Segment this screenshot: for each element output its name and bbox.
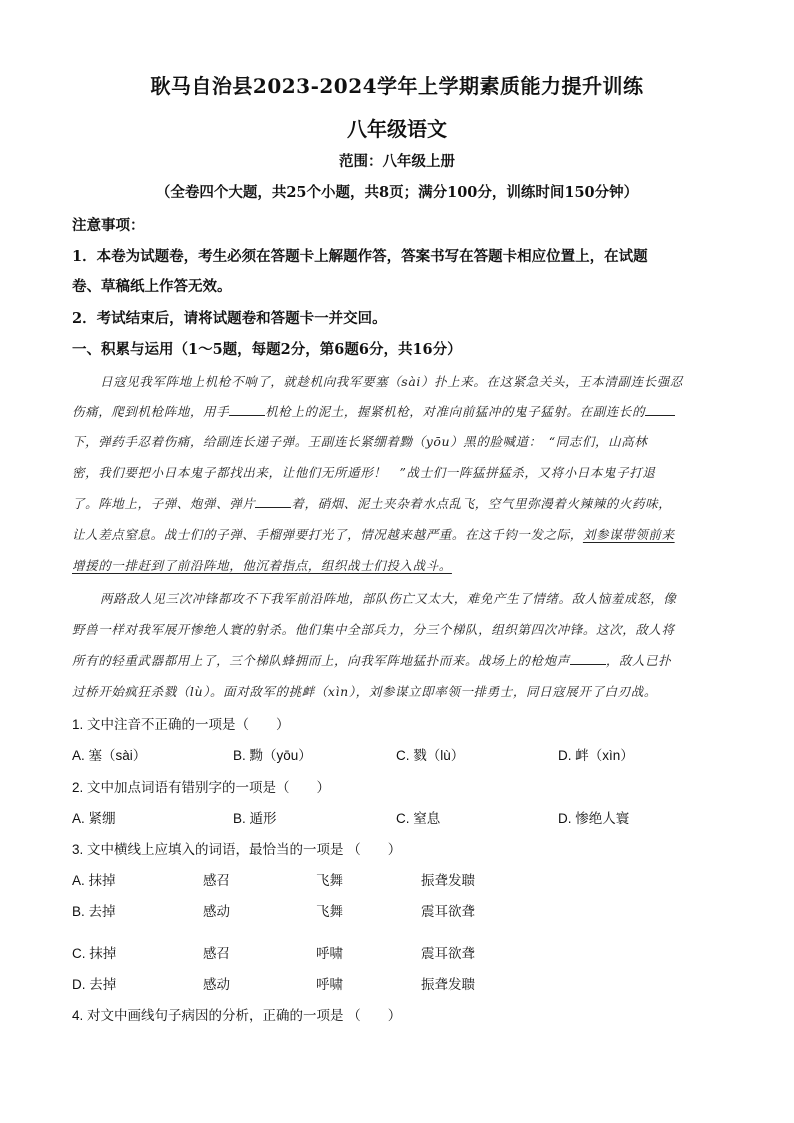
passage-p2-line2: 野兽一样对我军展开惨绝人寰的射杀。他们集中全部兵力，分三个梯队，组织第四次冲锋。这次，敌人将 — [72, 622, 675, 637]
fill-blank-3 — [255, 495, 291, 508]
notes-item1-line1: 1．本卷为试题卷，考生必须在答题卡上解题作答，答案书写在答题卡相应位置上，在试题 — [72, 248, 648, 265]
q2-option-a: A. 紧绷 — [72, 811, 116, 826]
q3-row-a-word3: 飞舞 — [316, 873, 343, 888]
passage-p2-line3 — [72, 651, 722, 669]
q4-stem: 4. 对文中画线句子病因的分析，正确的一项是 （ ） — [72, 1008, 402, 1023]
q1-option-d: D. 衅（xìn） — [558, 748, 634, 763]
passage-text: 机枪上的泥土，握紧机枪，对准向前猛冲的鬼子猛射。在副连长的 — [265, 404, 646, 419]
fill-blank-2 — [645, 403, 675, 416]
exam-scope: 范围：八年级上册 — [339, 153, 455, 170]
q1-option-c: C. 戮（lù） — [396, 748, 465, 763]
notes-item1-line2: 卷、草稿纸上作答无效。 — [72, 278, 232, 295]
q3-stem: 3. 文中横线上应填入的词语，最恰当的一项是 （ ） — [72, 842, 402, 857]
q1-option-b: B. 黝（yōu） — [233, 748, 312, 763]
q3-row-c-word4: 震耳欲聋 — [421, 946, 475, 961]
passage-p1-line5 — [72, 494, 722, 512]
passage-p2-line4: 过桥开始疯狂杀戮（lù）。面对敌军的挑衅（xìn），刘参谋立即率领一排勇士，同日寇展开了白刃战。 — [72, 684, 657, 699]
q3-row-c-word2: 感召 — [203, 946, 230, 961]
q3-row-d-word2: 感动 — [203, 977, 230, 992]
exam-subtitle: 八年级语文 — [347, 117, 447, 141]
passage-text: 所有的轻重武器都用上了，三个梯队蜂拥而上，向我军阵地猛扑而来。战场上的枪炮声 — [72, 653, 570, 668]
q1-option-a: A. 塞（sài） — [72, 748, 147, 763]
passage-text: 着，硝烟、泥土夹杂着水点乱飞，空气里弥漫着火辣辣的火药味， — [291, 496, 672, 511]
q1-stem: 1. 文中注音不正确的一项是（ ） — [72, 717, 290, 732]
q3-row-b-word2: 感动 — [203, 904, 230, 919]
passage-text: 伤痛，爬到机枪阵地，用手 — [72, 404, 230, 419]
passage-p1-line1: 日寇见我军阵地上机枪不响了，就趁机向我军要塞（sài）扑上来。在这紧急关头，王本清副连长强忍 — [100, 374, 683, 389]
passage-p1-line3: 下，弹药手忍着伤痛，给副连长递子弹。王副连长紧绷着黝（yōu）黑的脸喊道： “同志们，山高林 — [72, 434, 648, 449]
notes-heading: 注意事项： — [72, 217, 145, 234]
q3-row-b-word4: 震耳欲聋 — [421, 904, 475, 919]
passage-text: 了。阵地上，子弹、炮弹、弹片 — [72, 496, 256, 511]
passage-p2-line1: 两路敌人见三次冲锋都攻不下我军前沿阵地，部队伤亡又太大，难免产生了情绪。敌人恼羞成怒，像 — [100, 591, 677, 606]
fill-blank-1 — [229, 403, 265, 416]
passage-text: ，敌人已扑 — [605, 653, 672, 668]
q3-row-c-word3: 呼啸 — [316, 946, 343, 961]
q2-option-c: C. 窒息 — [396, 811, 441, 826]
q3-row-a-word2: 感召 — [203, 873, 230, 888]
passage-p1-line2 — [72, 402, 722, 420]
q3-row-d-word1: D. 去掉 — [72, 977, 117, 992]
underlined-sentence: 刘参谋带领前来 — [582, 527, 675, 542]
q2-option-b: B. 遁形 — [233, 811, 277, 826]
passage-p1-line4: 密，我们要把小日本鬼子都找出来，让他们无所遁形！ ”战士们一阵猛拼猛杀，又将小日本鬼子打退 — [72, 465, 656, 480]
q3-row-a-word1: A. 抹掉 — [72, 873, 116, 888]
exam-title: 耿马自治县2023-2024学年上学期素质能力提升训练 — [150, 74, 644, 98]
q3-row-b-word1: B. 去掉 — [72, 904, 116, 919]
q2-option-d: D. 惨绝人寰 — [558, 811, 630, 826]
q3-row-c-word1: C. 抹掉 — [72, 946, 117, 961]
q3-row-b-word3: 飞舞 — [316, 904, 343, 919]
passage-p1-line7: 增援的一排赶到了前沿阵地，他沉着指点，组织战士们投入战斗。 — [72, 558, 452, 573]
q2-stem: 2. 文中加点词语有错别字的一项是（ ） — [72, 780, 331, 795]
notes-item2: 2．考试结束后，请将试题卷和答题卡一并交回。 — [72, 310, 387, 327]
passage-text: 让人差点窒息。战士们的子弹、手榴弹要打光了，情况越来越严重。在这千钧一发之际， — [72, 527, 583, 542]
q3-row-d-word3: 呼啸 — [316, 977, 343, 992]
q3-row-a-word4: 振聋发聩 — [421, 873, 475, 888]
fill-blank-4 — [570, 652, 606, 665]
section1-heading: 一、积累与运用（1～5题，每题2分，第6题6分，共16分） — [72, 341, 462, 358]
passage-p1-line6 — [72, 525, 722, 543]
exam-info: （全卷四个大题，共25个小题，共8页；满分100分，训练时间150分钟） — [155, 184, 639, 201]
q3-row-d-word4: 振聋发聩 — [421, 977, 475, 992]
